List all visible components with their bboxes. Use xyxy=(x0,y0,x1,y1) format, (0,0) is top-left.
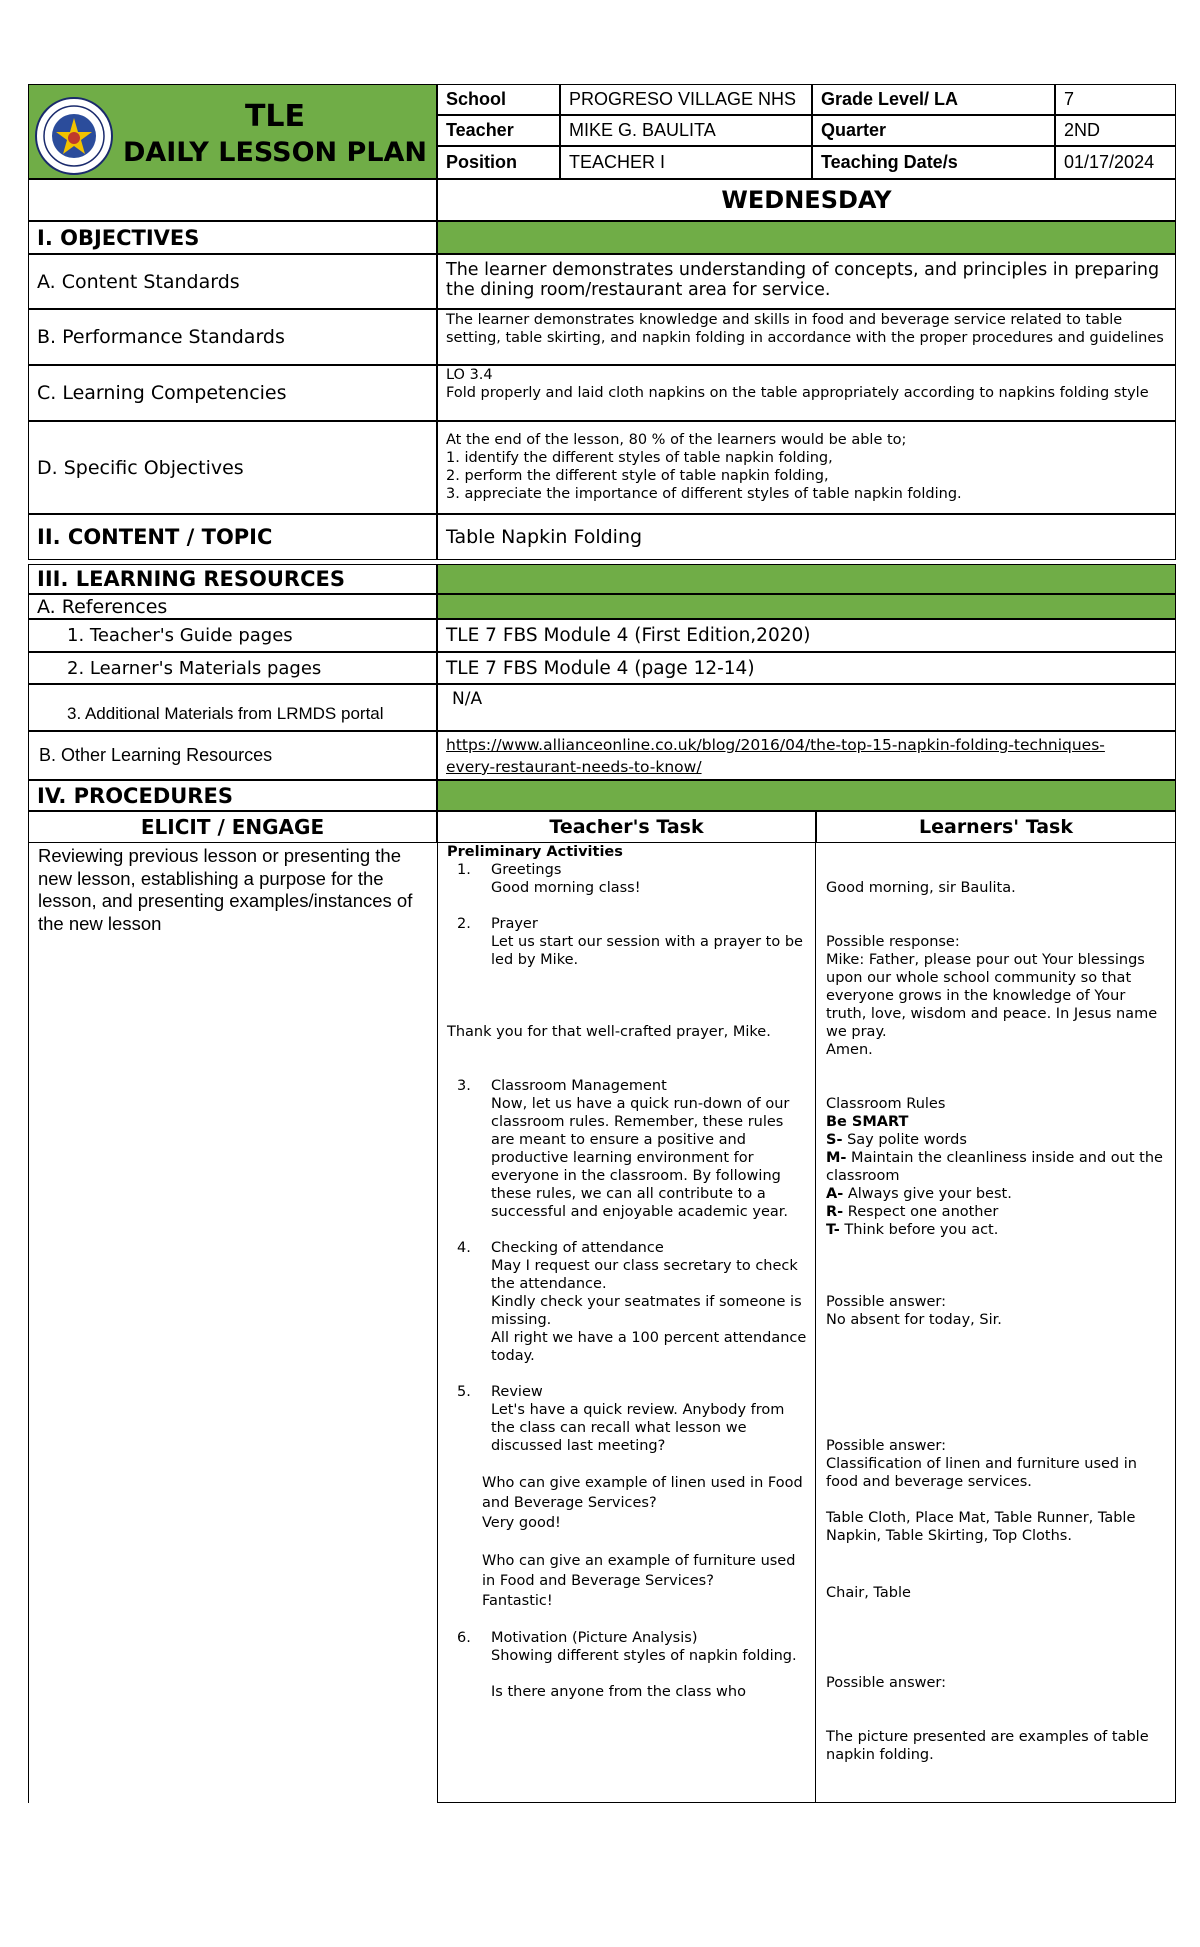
teacher-item-motivation xyxy=(447,1629,809,1701)
resources-heading: III. LEARNING RESOURCES xyxy=(28,564,437,594)
specific-objectives-label: D. Specific Objectives xyxy=(28,421,437,514)
item-body: May I request our class secretary to check the attendance. xyxy=(491,1258,798,1292)
rule-r xyxy=(826,1203,1168,1221)
teacher-item-review xyxy=(447,1383,809,1455)
item-question: Is there anyone from the class who xyxy=(491,1684,746,1700)
rule-a xyxy=(826,1185,1168,1203)
references-green-bar xyxy=(437,594,1176,619)
day-row-left xyxy=(28,179,437,221)
learner-review xyxy=(826,1437,1168,1602)
school-value: PROGRESO VILLAGE NHS xyxy=(560,84,812,115)
item-number: 2. xyxy=(457,916,471,932)
content-topic-label: II. CONTENT / TOPIC xyxy=(28,514,437,560)
elicit-engage-label: ELICIT / ENGAGE xyxy=(28,811,437,843)
rule-s xyxy=(826,1131,1168,1149)
references-label: A. References xyxy=(28,594,437,619)
other-resources-label: B. Other Learning Resources xyxy=(28,731,437,780)
item-body: Let us start our session with a prayer to be led by Mike. xyxy=(491,934,803,968)
learner-prayer xyxy=(826,933,1168,1059)
item-number: 5. xyxy=(457,1384,471,1400)
question-text: Who can give example of linen used in Food and Beverage Services? xyxy=(482,1475,803,1511)
specific-objectives-cell xyxy=(437,421,1176,514)
content-standards-label: A. Content Standards xyxy=(28,254,437,309)
date-label: Teaching Date/s xyxy=(812,146,1055,179)
procedures-heading: IV. PROCEDURES xyxy=(28,780,437,811)
learning-competencies-label: C. Learning Competencies xyxy=(28,365,437,421)
rule-letter: A- xyxy=(826,1186,844,1202)
item-title: Checking of attendance xyxy=(491,1240,664,1256)
item-body: Kindly check your seatmates if someone is missing. xyxy=(491,1294,802,1328)
prayer-text: Mike: Father, please pour out Your blessings upon our whole school community so that everyone grows in the knowledge of Your truth, love, wisdom and peace. In Jesus name we pray. xyxy=(826,952,1158,1040)
position-label: Position xyxy=(437,146,560,179)
review-question-furniture xyxy=(447,1551,809,1611)
item-title: Review xyxy=(491,1384,543,1400)
response-label: Possible answer: xyxy=(826,1294,947,1310)
specific-objective-1: 1. identify the different styles of table napkin folding, xyxy=(446,450,833,466)
learners-materials-label: 2. Learner's Materials pages xyxy=(28,652,437,684)
furniture-answer: Chair, Table xyxy=(826,1585,911,1601)
competency-code: LO 3.4 xyxy=(446,367,493,383)
rule-text: Maintain the cleanliness inside and out the classroom xyxy=(826,1150,1163,1184)
rule-text: Always give your best. xyxy=(843,1186,1012,1202)
elicit-description: Reviewing previous lesson or presenting the new lesson, establishing a purpose for the lesson, and presenting examples/instances of the new lesson xyxy=(38,845,413,934)
learner-motivation xyxy=(826,1674,1168,1764)
teacher-item-prayer xyxy=(447,915,809,969)
rule-text: Think before you act. xyxy=(839,1222,999,1238)
rule-text: Respect one another xyxy=(843,1204,999,1220)
seal-icon xyxy=(34,96,114,176)
rule-t xyxy=(826,1221,1168,1239)
item-body: Good morning class! xyxy=(491,880,641,896)
teacher-task-header: Teacher's Task xyxy=(437,811,816,843)
additional-materials-value: N/A xyxy=(437,684,1176,731)
learner-classroom-rules xyxy=(826,1095,1168,1239)
item-body: Let's have a quick review. Anybody from the class can recall what lesson we discussed last meeting? xyxy=(491,1402,785,1454)
other-resources-cell xyxy=(437,731,1176,780)
teachers-guide-label: 1. Teacher's Guide pages xyxy=(28,619,437,652)
grade-value: 7 xyxy=(1055,84,1176,115)
item-body: Showing different styles of napkin folding. xyxy=(491,1648,797,1664)
item-body: Now, let us have a quick run-down of our classroom rules. Remember, these rules are meant to ensure a positive and productive learning environment for everyone in the classroom. By following these rules, we can all contribute to a successful and enjoyable academic year. xyxy=(491,1096,790,1220)
grade-label: Grade Level/ LA xyxy=(812,84,1055,115)
competency-text: Fold properly and laid cloth napkins on the table appropriately according to napkins folding style xyxy=(446,385,1149,401)
response-label: Possible answer: xyxy=(826,1675,947,1691)
rule-letter: S- xyxy=(826,1132,843,1148)
learner-greeting: Good morning, sir Baulita. xyxy=(826,880,1016,896)
date-value: 01/17/2024 xyxy=(1055,146,1176,179)
link-line-1: https://www.allianceonline.co.uk/blog/2016/04/the-top-15-napkin-folding-techniques- xyxy=(446,736,1105,754)
rule-letter: M- xyxy=(826,1150,847,1166)
response-text: The picture presented are examples of table napkin folding. xyxy=(826,1729,1149,1763)
learner-attendance xyxy=(826,1293,1168,1329)
objectives-heading: I. OBJECTIVES xyxy=(28,221,437,254)
title-line-2: DAILY LESSON PLAN xyxy=(122,137,428,168)
rules-acronym: Be SMART xyxy=(826,1114,909,1130)
item-number: 1. xyxy=(457,862,471,878)
deped-seal xyxy=(34,96,114,176)
objectives-green-bar xyxy=(437,221,1176,254)
linen-answer: Table Cloth, Place Mat, Table Runner, Table Napkin, Table Skirting, Top Cloths. xyxy=(826,1510,1136,1544)
rules-title: Classroom Rules xyxy=(826,1096,946,1112)
item-title: Prayer xyxy=(491,916,538,932)
item-number: 3. xyxy=(457,1078,471,1094)
learners-materials-value: TLE 7 FBS Module 4 (page 12-14) xyxy=(437,652,1176,684)
quarter-label: Quarter xyxy=(812,115,1055,146)
teachers-guide-value: TLE 7 FBS Module 4 (First Edition,2020) xyxy=(437,619,1176,652)
elicit-column xyxy=(28,843,437,1803)
item-number: 6. xyxy=(457,1630,471,1646)
response-label: Possible response: xyxy=(826,934,960,950)
teacher-item-classroom-management xyxy=(447,1077,809,1221)
position-value: TEACHER I xyxy=(560,146,812,179)
teacher-value: MIKE G. BAULITA xyxy=(560,115,812,146)
praise-text: Very good! xyxy=(482,1515,561,1531)
review-question-linen xyxy=(447,1473,809,1533)
resources-green-bar xyxy=(437,564,1176,594)
link-line-2: every-restaurant-needs-to-know/ xyxy=(446,758,702,776)
response-label: Possible answer: xyxy=(826,1438,947,1454)
teacher-item-attendance xyxy=(447,1239,809,1365)
title-line-1: TLE xyxy=(244,99,306,134)
item-title: Motivation (Picture Analysis) xyxy=(491,1630,698,1646)
performance-standards-label: B. Performance Standards xyxy=(28,309,437,365)
item-body: All right we have a 100 percent attendance today. xyxy=(491,1330,807,1364)
additional-materials-label: 3. Additional Materials from LRMDS portal xyxy=(28,684,437,731)
content-standards-text: The learner demonstrates understanding of concepts, and principles in preparing the dining room/restaurant area for service. xyxy=(437,254,1176,309)
rule-letter: T- xyxy=(826,1222,840,1238)
rule-m xyxy=(826,1149,1168,1185)
performance-standards-text: The learner demonstrates knowledge and skills in food and beverage service related to table setting, table skirting, and napkin folding in accordance with the proper procedures and guidelines xyxy=(437,309,1176,365)
content-topic-value: Table Napkin Folding xyxy=(437,514,1176,560)
item-title: Classroom Management xyxy=(491,1078,667,1094)
specific-objective-3: 3. appreciate the importance of different styles of table napkin folding. xyxy=(446,486,962,502)
learner-task-header: Learners' Task xyxy=(816,811,1176,843)
praise-text: Fantastic! xyxy=(482,1593,553,1609)
item-title: Greetings xyxy=(491,862,562,878)
teacher-task-content xyxy=(447,843,809,1701)
response-text: No absent for today, Sir. xyxy=(826,1312,1002,1328)
learning-competencies-cell xyxy=(437,365,1176,421)
school-label: School xyxy=(437,84,560,115)
response-text: Classification of linen and furniture used in food and beverage services. xyxy=(826,1456,1137,1490)
learner-task-content xyxy=(826,843,1168,1764)
rule-text: Say polite words xyxy=(842,1132,967,1148)
other-resource-link[interactable] xyxy=(446,736,1105,776)
item-number: 4. xyxy=(457,1240,471,1256)
day-label: WEDNESDAY xyxy=(437,179,1176,221)
teacher-item-greetings xyxy=(447,861,809,897)
rule-letter: R- xyxy=(826,1204,844,1220)
question-text: Who can give an example of furniture used in Food and Beverage Services? xyxy=(482,1553,796,1589)
preliminary-heading: Preliminary Activities xyxy=(447,844,623,860)
prayer-thanks: Thank you for that well-crafted prayer, Mike. xyxy=(447,1024,771,1040)
quarter-value: 2ND xyxy=(1055,115,1176,146)
teacher-label: Teacher xyxy=(437,115,560,146)
procedures-green-bar xyxy=(437,780,1176,811)
specific-intro: At the end of the lesson, 80 % of the learners would be able to; xyxy=(446,432,907,448)
amen-text: Amen. xyxy=(826,1042,873,1058)
page-title xyxy=(115,98,435,170)
specific-objective-2: 2. perform the different style of table napkin folding, xyxy=(446,468,829,484)
